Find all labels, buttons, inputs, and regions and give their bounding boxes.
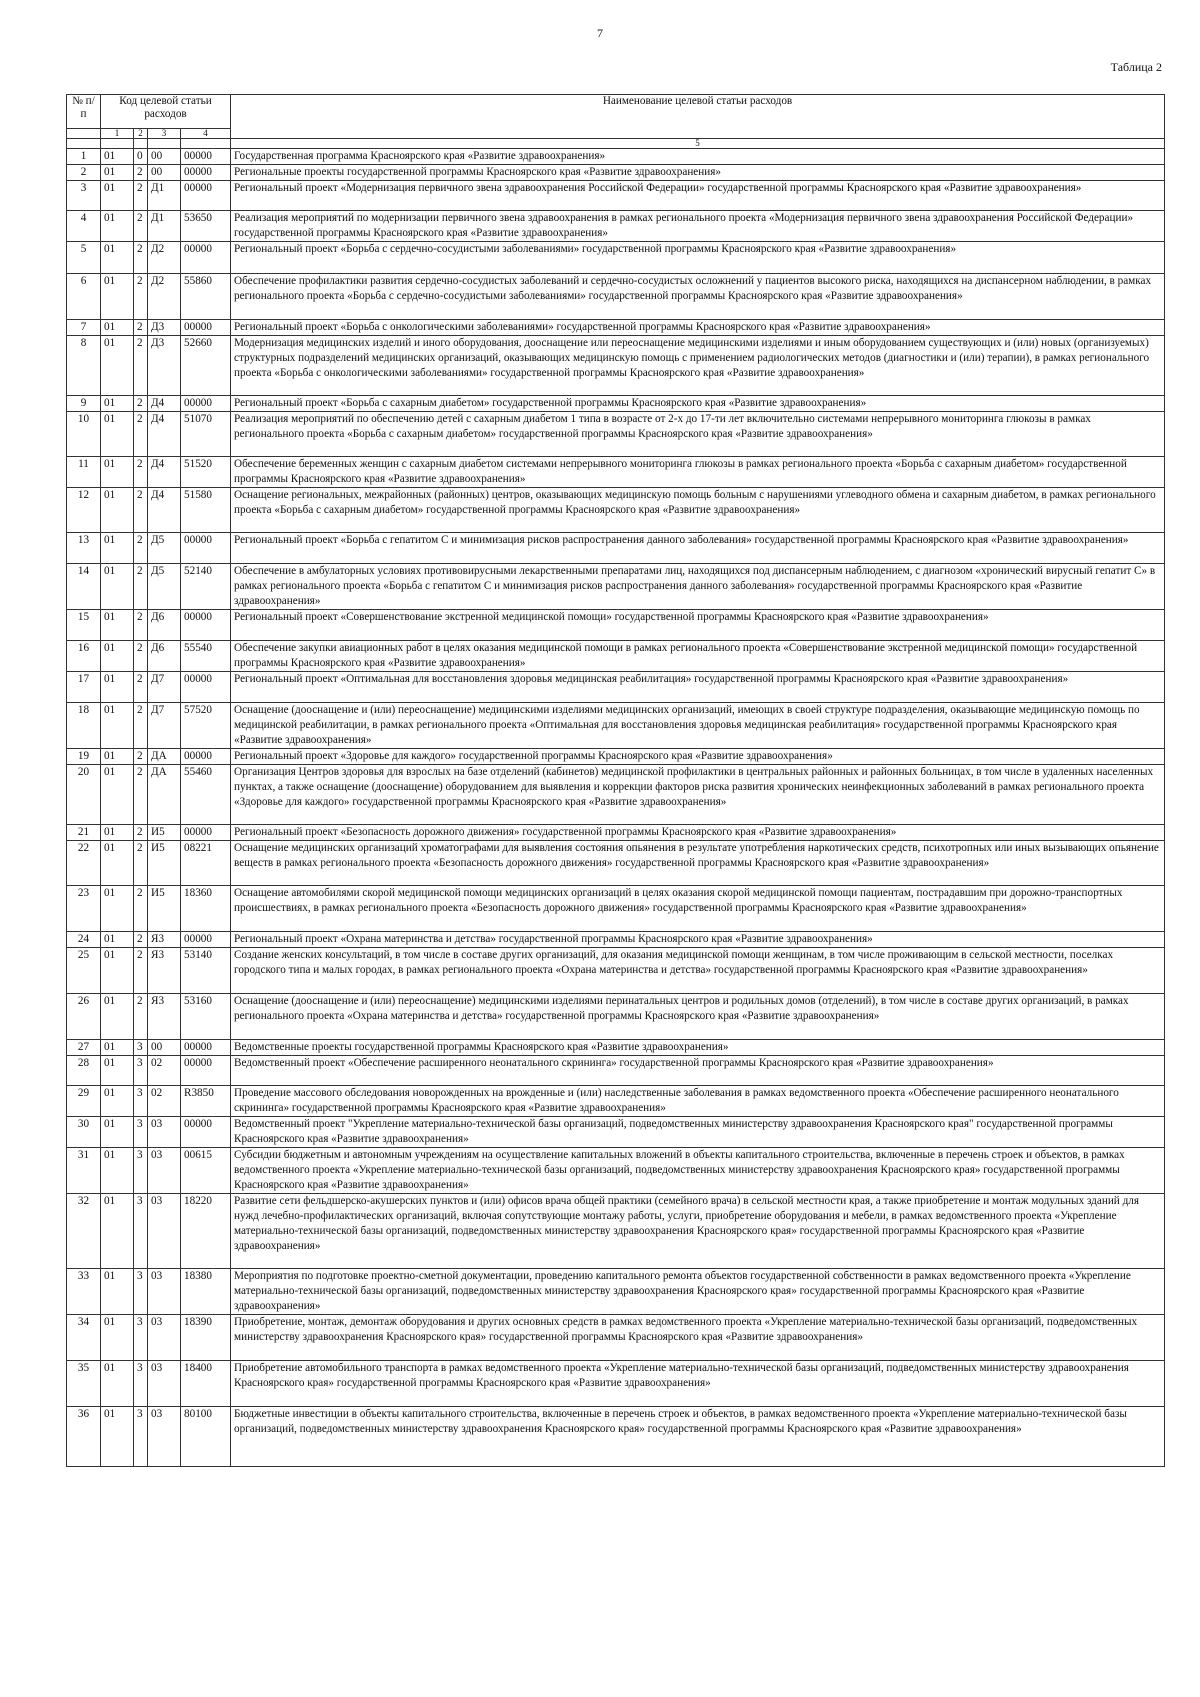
code-part-1: 01 (101, 396, 134, 412)
code-part-4: 00000 (181, 242, 231, 274)
code-part-1: 01 (101, 412, 134, 457)
row-number: 5 (67, 242, 101, 274)
row-number: 28 (67, 1056, 101, 1086)
row-name: Создание женских консультаций, в том числе в составе других организаций, для оказания медицинской помощи женщинам, в том числе проживающим в сельской местности, поселках городского типа и малых городах, в рамках регионального проекта «Охрана материнства и детства» государственной программы Красноярского края «Развитие здравоохранения» (231, 948, 1165, 994)
row-name: Приобретение автомобильного транспорта в рамках ведомственного проекта «Укрепление материально-технической базы организаций, подведомственных министерству здравоохранения Красноярского края» государственной программы Красноярского края «Развитие здравоохранения» (231, 1361, 1165, 1407)
code-part-4: 18380 (181, 1269, 231, 1315)
row-number: 36 (67, 1407, 101, 1467)
code-part-4: 18400 (181, 1361, 231, 1407)
code-part-4: 00000 (181, 181, 231, 211)
code-part-3: И5 (148, 886, 181, 932)
code-part-1: 01 (101, 1315, 134, 1361)
code-part-2: 2 (134, 994, 148, 1040)
code-part-1: 01 (101, 181, 134, 211)
row-name: Региональный проект «Безопасность дорожного движения» государственной программы Красноярского края «Развитие здравоохранения» (231, 825, 1165, 841)
code-part-2: 2 (134, 886, 148, 932)
table-row (67, 825, 1165, 841)
code-part-3: 00 (148, 1040, 181, 1056)
row-name: Обеспечение беременных женщин с сахарным диабетом системами непрерывного мониторинга глюкозы в рамках регионального проекта «Борьба с сахарным диабетом» государственной программы Красноярского края «Развитие здравоохранения» (231, 457, 1165, 488)
code-part-2: 2 (134, 932, 148, 948)
code-part-3: 03 (148, 1407, 181, 1467)
code-part-1: 01 (101, 1117, 134, 1148)
row-name: Развитие сети фельдшерско-акушерских пунктов и (или) офисов врача общей практики (семейного врача) в сельской местности края, а также приобретение и монтаж модульных зданий для нужд лечебно-профилактических организаций, включая сопутствующие монтажу работы, услуги, приобретение оборудования и мебели, в рамках ведомственного проекта «Укрепление материально-технической базы организаций, подведомственных министерству здравоохранения Красноярского края» государственной программы Красноярского края «Развитие здравоохранения» (231, 1194, 1165, 1269)
row-name: Региональный проект «Борьба с гепатитом С и минимизация рисков распространения данного заболевания» государственной программы Красноярского края «Развитие здравоохранения» (231, 533, 1165, 564)
table-row (67, 841, 1165, 886)
table-row (67, 1117, 1165, 1148)
code-part-2: 2 (134, 211, 148, 242)
row-name: Модернизация медицинских изделий и иного оборудования, дооснащение или переоснащение медицинскими изделиями и иным оборудованием существующих и (или) новых (организуемых) структурных подразделений медицинских организаций, оказывающих медицинскую помощь с применением радиологических методов (диагностики и (или) терапии), в рамках регионального проекта «Борьба с онкологическими заболеваниями» государственной программы Красноярского края «Развитие здравоохранения» (231, 336, 1165, 396)
table-row (67, 703, 1165, 749)
code-part-2: 3 (134, 1407, 148, 1467)
code-part-2: 2 (134, 274, 148, 320)
code-part-1: 01 (101, 165, 134, 181)
table-row (67, 211, 1165, 242)
code-part-3: Я3 (148, 948, 181, 994)
code-part-2: 2 (134, 825, 148, 841)
row-number: 19 (67, 749, 101, 765)
code-part-4: 52660 (181, 336, 231, 396)
code-part-4: 55460 (181, 765, 231, 825)
row-number: 35 (67, 1361, 101, 1407)
code-part-4: 55860 (181, 274, 231, 320)
row-name: Проведение массового обследования новорожденных на врожденные и (или) наследственные заболевания в рамках ведомственного проекта «Обеспечение расширенного неонатального скрининга» государственной программы Красноярского края «Развитие здравоохранения» (231, 1086, 1165, 1117)
code-part-3: И5 (148, 825, 181, 841)
code-part-3: Д4 (148, 457, 181, 488)
table-row (67, 765, 1165, 825)
row-name: Региональные проекты государственной программы Красноярского края «Развитие здравоохранения» (231, 165, 1165, 181)
code-part-2: 2 (134, 396, 148, 412)
table-row (67, 181, 1165, 211)
table-row (67, 672, 1165, 703)
code-part-3: 02 (148, 1086, 181, 1117)
code-part-2: 3 (134, 1315, 148, 1361)
code-part-4: 53140 (181, 948, 231, 994)
row-name: Оснащение (дооснащение и (или) переоснащение) медицинскими изделиями перинатальных центров и родильных домов (отделений), в том числе в составе других организаций, в рамках регионального проекта «Охрана материнства и детства» государственной программы Красноярского края «Развитие здравоохранения» (231, 994, 1165, 1040)
code-part-2: 2 (134, 181, 148, 211)
table-row (67, 320, 1165, 336)
table-row (67, 1315, 1165, 1361)
code-part-4: 51580 (181, 488, 231, 533)
code-part-4: 00000 (181, 672, 231, 703)
code-part-3: 00 (148, 165, 181, 181)
row-number: 25 (67, 948, 101, 994)
code-part-4: 53160 (181, 994, 231, 1040)
row-number: 32 (67, 1194, 101, 1269)
code-part-4: 18220 (181, 1194, 231, 1269)
code-part-2: 2 (134, 564, 148, 610)
code-part-1: 01 (101, 1269, 134, 1315)
header-colnum-4: 4 (181, 129, 231, 139)
table-row (67, 641, 1165, 672)
row-name: Обеспечение профилактики развития сердечно-сосудистых заболеваний и сердечно-сосудистых осложнений у пациентов высокого риска, находящихся на диспансерном наблюдении, в рамках регионального проекта «Борьба с сердечно-сосудистыми заболеваниями» государственной программы Красноярского края «Развитие здравоохранения» (231, 274, 1165, 320)
code-part-2: 3 (134, 1194, 148, 1269)
table-row (67, 610, 1165, 641)
row-number: 21 (67, 825, 101, 841)
code-part-4: 00000 (181, 1040, 231, 1056)
row-name: Ведомственные проекты государственной программы Красноярского края «Развитие здравоохранения» (231, 1040, 1165, 1056)
code-part-2: 3 (134, 1086, 148, 1117)
code-part-2: 2 (134, 533, 148, 564)
table-row (67, 457, 1165, 488)
row-name: Региональный проект «Оптимальная для восстановления здоровья медицинская реабилитация» государственной программы Красноярского края «Развитие здравоохранения» (231, 672, 1165, 703)
code-part-3: 03 (148, 1117, 181, 1148)
row-name: Обеспечение закупки авиационных работ в целях оказания медицинской помощи в рамках регионального проекта «Совершенствование экстренной медицинской помощи» государственной программы Красноярского края «Развитие здравоохранения» (231, 641, 1165, 672)
table-row (67, 1040, 1165, 1056)
row-name: Оснащение автомобилями скорой медицинской помощи медицинских организаций в целях оказания скорой медицинской помощи пациентам, пострадавшим при дорожно-транспортных происшествиях, в рамках регионального проекта «Безопасность дорожного движения» государственной программы Красноярского края «Развитие здравоохранения» (231, 886, 1165, 932)
code-part-2: 3 (134, 1148, 148, 1194)
row-number: 20 (67, 765, 101, 825)
table-row (67, 886, 1165, 932)
row-number: 29 (67, 1086, 101, 1117)
code-part-2: 2 (134, 610, 148, 641)
table-row (67, 274, 1165, 320)
code-part-2: 2 (134, 242, 148, 274)
row-number: 1 (67, 149, 101, 165)
table-row (67, 242, 1165, 274)
code-part-2: 2 (134, 320, 148, 336)
table-row (67, 533, 1165, 564)
code-part-4: 18390 (181, 1315, 231, 1361)
code-part-1: 01 (101, 641, 134, 672)
code-part-1: 01 (101, 886, 134, 932)
row-name: Мероприятия по подготовке проектно-сметной документации, проведению капитального ремонта объектов государственной собственности в рамках ведомственного проекта «Укрепление материально-технической базы организаций, подведомственных министерству здравоохранения Красноярского края» государственной программы Красноярского края «Развитие здравоохранения» (231, 1269, 1165, 1315)
row-number: 4 (67, 211, 101, 242)
row-number: 24 (67, 932, 101, 948)
code-part-3: И5 (148, 841, 181, 886)
code-part-1: 01 (101, 242, 134, 274)
code-part-2: 2 (134, 703, 148, 749)
code-part-3: Д7 (148, 703, 181, 749)
code-part-1: 01 (101, 932, 134, 948)
row-name: Приобретение, монтаж, демонтаж оборудования и других основных средств в рамках ведомственного проекта «Укрепление материально-технической базы организаций, подведомственных министерству здравоохранения Красноярского края» государственной программы Красноярского края «Развитие здравоохранения» (231, 1315, 1165, 1361)
code-part-1: 01 (101, 1148, 134, 1194)
code-part-3: Д3 (148, 336, 181, 396)
header-colnum-spacer (148, 139, 181, 149)
code-part-2: 2 (134, 165, 148, 181)
code-part-2: 3 (134, 1117, 148, 1148)
code-part-4: 00000 (181, 165, 231, 181)
code-part-3: Д6 (148, 610, 181, 641)
code-part-1: 01 (101, 825, 134, 841)
code-part-4: 51520 (181, 457, 231, 488)
table-row (67, 1194, 1165, 1269)
row-number: 13 (67, 533, 101, 564)
row-number: 18 (67, 703, 101, 749)
row-number: 27 (67, 1040, 101, 1056)
header-colnum-spacer (101, 139, 134, 149)
code-part-3: 03 (148, 1269, 181, 1315)
code-part-1: 01 (101, 1056, 134, 1086)
row-number: 11 (67, 457, 101, 488)
code-part-1: 01 (101, 610, 134, 641)
row-name: Региональный проект «Борьба с онкологическими заболеваниями» государственной программы Красноярского края «Развитие здравоохранения» (231, 320, 1165, 336)
code-part-4: 00000 (181, 1117, 231, 1148)
code-part-4: 00000 (181, 1056, 231, 1086)
row-number: 10 (67, 412, 101, 457)
code-part-3: ДА (148, 765, 181, 825)
row-name: Региональный проект «Модернизация первичного звена здравоохранения Российской Федерации» государственной программы Красноярского края «Развитие здравоохранения» (231, 181, 1165, 211)
code-part-1: 01 (101, 533, 134, 564)
code-part-4: 51070 (181, 412, 231, 457)
code-part-1: 01 (101, 1361, 134, 1407)
row-number: 6 (67, 274, 101, 320)
table-row (67, 412, 1165, 457)
code-part-3: Я3 (148, 932, 181, 948)
header-colnum-empty (67, 129, 101, 139)
code-part-1: 01 (101, 1407, 134, 1467)
code-part-4: 53650 (181, 211, 231, 242)
table-row (67, 336, 1165, 396)
code-part-1: 01 (101, 211, 134, 242)
header-colnum-3: 3 (148, 129, 181, 139)
code-part-2: 2 (134, 765, 148, 825)
code-part-3: ДА (148, 749, 181, 765)
header-num: № п/п (67, 95, 101, 129)
table-row (67, 749, 1165, 765)
code-part-1: 01 (101, 320, 134, 336)
code-part-1: 01 (101, 765, 134, 825)
row-number: 30 (67, 1117, 101, 1148)
row-number: 31 (67, 1148, 101, 1194)
table-row (67, 165, 1165, 181)
code-part-2: 3 (134, 1040, 148, 1056)
header-colnum-spacer (181, 139, 231, 149)
code-part-2: 2 (134, 336, 148, 396)
code-part-3: Д4 (148, 412, 181, 457)
code-part-2: 2 (134, 948, 148, 994)
row-number: 34 (67, 1315, 101, 1361)
code-part-1: 01 (101, 274, 134, 320)
code-part-3: Д5 (148, 533, 181, 564)
row-number: 14 (67, 564, 101, 610)
code-part-3: 02 (148, 1056, 181, 1086)
code-part-4: 00000 (181, 749, 231, 765)
code-part-1: 01 (101, 1086, 134, 1117)
code-part-4: 18360 (181, 886, 231, 932)
table-row (67, 564, 1165, 610)
row-number: 16 (67, 641, 101, 672)
row-name: Реализация мероприятий по обеспечению детей с сахарным диабетом 1 типа в возрасте от 2-х до 17-ти лет включительно системами непрерывного мониторинга глюкозы в рамках регионального проекта «Борьба с сахарным диабетом» государственной программы Красноярского края «Развитие здравоохранения» (231, 412, 1165, 457)
header-name: Наименование целевой статьи расходов (231, 95, 1165, 139)
page-number: 7 (597, 26, 603, 40)
code-part-3: Д1 (148, 181, 181, 211)
code-part-3: Д2 (148, 242, 181, 274)
code-part-1: 01 (101, 1040, 134, 1056)
code-part-2: 2 (134, 749, 148, 765)
code-part-3: Я3 (148, 994, 181, 1040)
code-part-4: 80100 (181, 1407, 231, 1467)
row-number: 22 (67, 841, 101, 886)
code-part-1: 01 (101, 488, 134, 533)
row-name: Субсидии бюджетным и автономным учреждениям на осуществление капитальных вложений в объекты капитального строительства, включенные в перечень строек и объектов, в рамках ведомственного проекта «Укрепление материально-технической базы организаций, подведомственных министерству здравоохранения Красноярского края» государственной программы Красноярского края «Развитие здравоохранения» (231, 1148, 1165, 1194)
code-part-1: 01 (101, 336, 134, 396)
row-number: 15 (67, 610, 101, 641)
table-row (67, 1148, 1165, 1194)
code-part-4: 00000 (181, 825, 231, 841)
row-name: Реализация мероприятий по модернизации первичного звена здравоохранения в рамках регионального проекта «Модернизация первичного звена здравоохранения Российской Федерации» государственной программы Красноярского края «Развитие здравоохранения» (231, 211, 1165, 242)
row-name: Ведомственный проект "Укрепление материально-технической базы организаций, подведомственных министерству здравоохранения Красноярского края" государственной программы Красноярского края «Развитие здравоохранения» (231, 1117, 1165, 1148)
code-part-2: 2 (134, 457, 148, 488)
row-number: 2 (67, 165, 101, 181)
row-name: Региональный проект «Совершенствование экстренной медицинской помощи» государственной программы Красноярского края «Развитие здравоохранения» (231, 610, 1165, 641)
row-number: 9 (67, 396, 101, 412)
code-part-4: 00615 (181, 1148, 231, 1194)
code-part-3: 03 (148, 1194, 181, 1269)
table-row (67, 1269, 1165, 1315)
code-part-3: 03 (148, 1148, 181, 1194)
row-number: 8 (67, 336, 101, 396)
table-row (67, 1407, 1165, 1467)
row-name: Оснащение региональных, межрайонных (районных) центров, оказывающих медицинскую помощь больным с нарушениями углеводного обмена и сахарным диабетом, в рамках регионального проекта «Борьба с сахарным диабетом» государственной программы Красноярского края «Развитие здравоохранения» (231, 488, 1165, 533)
code-part-3: 03 (148, 1361, 181, 1407)
code-part-1: 01 (101, 149, 134, 165)
code-part-2: 2 (134, 412, 148, 457)
code-part-2: 3 (134, 1269, 148, 1315)
table-caption: Таблица 2 (1110, 60, 1162, 74)
code-part-4: 08221 (181, 841, 231, 886)
header-colnum-1: 1 (101, 129, 134, 139)
row-name: Оснащение (дооснащение и (или) переоснащение) медицинскими изделиями медицинских организаций, имеющих в своей структуре подразделения, оказывающие медицинскую помощь по медицинской реабилитации, в рамках регионального проекта «Оптимальная для восстановления здоровья медицинская реабилитация» государственной программы Красноярского края «Развитие здравоохранения» (231, 703, 1165, 749)
code-part-3: Д3 (148, 320, 181, 336)
header-colnum-2: 2 (134, 129, 148, 139)
table-row (67, 396, 1165, 412)
table-row (67, 994, 1165, 1040)
code-part-4: R3850 (181, 1086, 231, 1117)
code-part-3: Д7 (148, 672, 181, 703)
row-number: 12 (67, 488, 101, 533)
table-row (67, 1056, 1165, 1086)
code-part-2: 2 (134, 488, 148, 533)
row-name: Региональный проект «Борьба с сердечно-сосудистыми заболеваниями» государственной программы Красноярского края «Развитие здравоохранения» (231, 242, 1165, 274)
row-name: Региональный проект «Здоровье для каждого» государственной программы Красноярского края «Развитие здравоохранения» (231, 749, 1165, 765)
code-part-2: 2 (134, 672, 148, 703)
code-part-1: 01 (101, 457, 134, 488)
code-part-3: Д4 (148, 396, 181, 412)
row-name: Организация Центров здоровья для взрослых на базе отделений (кабинетов) медицинской профилактики в центральных районных и районных больницах, в том числе в удаленных населенных пунктах, а также оснащение (дооснащение) оборудованием для выявления и коррекции факторов риска развития хронических неинфекционных заболеваний в рамках регионального проекта «Здоровье для каждого» государственной программы Красноярского края «Развитие здравоохранения» (231, 765, 1165, 825)
row-number: 26 (67, 994, 101, 1040)
budget-table (66, 94, 1165, 1467)
row-number: 3 (67, 181, 101, 211)
header-colnum-spacer (67, 139, 101, 149)
code-part-1: 01 (101, 672, 134, 703)
row-name: Ведомственный проект «Обеспечение расширенного неонатального скрининга» государственной программы Красноярского края «Развитие здравоохранения» (231, 1056, 1165, 1086)
row-number: 7 (67, 320, 101, 336)
table-row (67, 488, 1165, 533)
code-part-1: 01 (101, 1194, 134, 1269)
code-part-4: 57520 (181, 703, 231, 749)
row-name: Оснащение медицинских организаций хроматографами для выявления состояния опьянения в результате употребления наркотических средств, психотропных или иных вызывающих опьянение веществ в рамках регионального проекта «Безопасность дорожного движения» государственной программы Красноярского края «Развитие здравоохранения» (231, 841, 1165, 886)
table-body (67, 149, 1165, 1467)
code-part-3: Д5 (148, 564, 181, 610)
table-row (67, 948, 1165, 994)
row-number: 33 (67, 1269, 101, 1315)
code-part-4: 00000 (181, 149, 231, 165)
table-row (67, 1086, 1165, 1117)
code-part-1: 01 (101, 948, 134, 994)
code-part-3: 03 (148, 1315, 181, 1361)
row-name: Обеспечение в амбулаторных условиях противовирусными лекарственными препаратами лиц, находящихся под диспансерным наблюдением, с диагнозом «хронический вирусный гепатит С» в рамках регионального проекта «Борьба с гепатитом С и минимизация рисков распространения данного заболевания» государственной программы Красноярского края «Развитие здравоохранения» (231, 564, 1165, 610)
row-number: 23 (67, 886, 101, 932)
code-part-1: 01 (101, 564, 134, 610)
code-part-4: 00000 (181, 396, 231, 412)
row-name: Государственная программа Красноярского края «Развитие здравоохранения» (231, 149, 1165, 165)
code-part-4: 00000 (181, 320, 231, 336)
table-row (67, 1361, 1165, 1407)
code-part-1: 01 (101, 749, 134, 765)
code-part-3: 00 (148, 149, 181, 165)
header-colnum-spacer (134, 139, 148, 149)
code-part-2: 2 (134, 641, 148, 672)
code-part-2: 0 (134, 149, 148, 165)
table-row (67, 932, 1165, 948)
code-part-4: 00000 (181, 610, 231, 641)
code-part-2: 3 (134, 1056, 148, 1086)
code-part-3: Д2 (148, 274, 181, 320)
code-part-1: 01 (101, 841, 134, 886)
table-row (67, 149, 1165, 165)
code-part-4: 00000 (181, 533, 231, 564)
code-part-4: 00000 (181, 932, 231, 948)
row-name: Региональный проект «Охрана материнства и детства» государственной программы Красноярского края «Развитие здравоохранения» (231, 932, 1165, 948)
code-part-1: 01 (101, 703, 134, 749)
code-part-3: Д1 (148, 211, 181, 242)
code-part-1: 01 (101, 994, 134, 1040)
code-part-3: Д6 (148, 641, 181, 672)
code-part-4: 52140 (181, 564, 231, 610)
header-code-group: Код целевой статьи расходов (101, 95, 231, 129)
header-colnum-5: 5 (231, 139, 1165, 149)
row-number: 17 (67, 672, 101, 703)
row-name: Региональный проект «Борьба с сахарным диабетом» государственной программы Красноярского края «Развитие здравоохранения» (231, 396, 1165, 412)
row-name: Бюджетные инвестиции в объекты капитального строительства, включенные в перечень строек и объектов, в рамках ведомственного проекта «Укрепление материально-технической базы организаций, подведомственных министерству здравоохранения Красноярского края» государственной программы Красноярского края «Развитие здравоохранения» (231, 1407, 1165, 1467)
code-part-2: 2 (134, 841, 148, 886)
code-part-4: 55540 (181, 641, 231, 672)
code-part-3: Д4 (148, 488, 181, 533)
code-part-2: 3 (134, 1361, 148, 1407)
